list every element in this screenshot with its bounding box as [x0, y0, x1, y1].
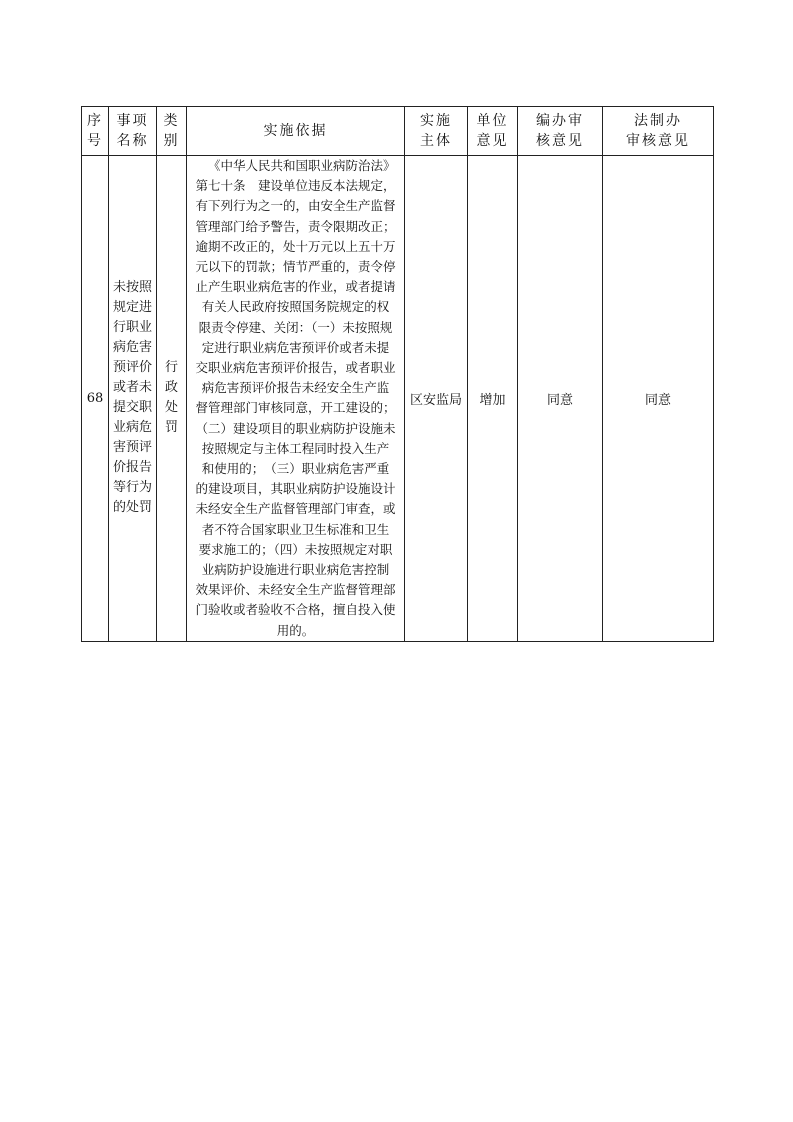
cell-basis [187, 156, 405, 642]
header-legal-opinion: 法制办 审核意见 [603, 107, 714, 156]
header-unit-opinion: 单位 意见 [468, 107, 518, 156]
header-category: 类 别 [157, 107, 187, 156]
cell-category: 行 政 处 罚 [157, 156, 187, 642]
header-seq: 序 号 [82, 107, 109, 156]
header-basis: 实施依据 [187, 107, 405, 156]
cell-unit-opinion: 增加 [468, 156, 518, 642]
basis-law-text: 第七十条 建设单位违反本法规定， 有下列行为之一的，由安全生产监督 管理部门给予警告，责令限期改正； 逾期不改正的，处十万元以上五十万 元以下的罚款；情节严重的，责令停 止产生职业病危害的作业，或者提请 有关人民政府按照国务院规定的权 限责令停建、关闭：（一）未按照规 定进行职业病危害预评价或者未提 交职业病危害预评价报告，或者职业 病危害预评价报告未经安全生产监 督管理部门审核同意，开工建设的； （二）建设项目的职业病防护设施未 按照规定与主体工程同时投入生产 和使用的； （三）职业病危害严重 的建设项目，其职业病防护设施设计 未经安全生产监督管理部门审查，或 者不符合国家职业卫生标准和卫生 要求施工的；（四）未按照规定对职 业病防护设施进行职业病危害控制 效果评价、未经安全生产监督管理部 门验收或者验收不合格，擅自投入使 用的。 [195, 178, 396, 638]
basis-law-title: 《中华人民共和国职业病防治法》 [207, 158, 396, 173]
header-editorial-opinion: 编办审 核意见 [518, 107, 603, 156]
table-header-row [82, 107, 714, 156]
cell-editorial-opinion: 同意 [518, 156, 603, 642]
cell-body: 区安监局 [405, 156, 468, 642]
cell-name: 未按照 规定进 行职业 病危害 预评价 或者未 提交职 业病危 害预评 价报告 等行为 的处罚 [109, 156, 157, 642]
cell-seq: 68 [82, 156, 109, 642]
table-row [82, 156, 714, 642]
header-name: 事项 名称 [109, 107, 157, 156]
matter-table [81, 106, 714, 642]
cell-legal-opinion: 同意 [603, 156, 714, 642]
header-body: 实施 主体 [405, 107, 468, 156]
